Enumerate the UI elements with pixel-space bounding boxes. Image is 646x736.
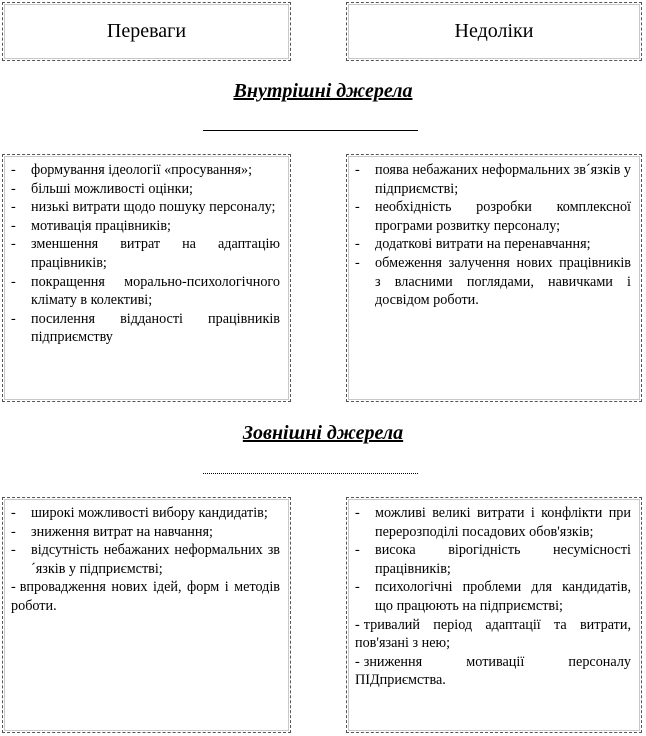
internal-disadvantages-list bbox=[355, 161, 631, 310]
internal-divider bbox=[203, 130, 418, 131]
external-sources-title: Зовнішні джерела bbox=[242, 422, 404, 444]
list-item: - зниження витрат на навчання; bbox=[11, 523, 213, 540]
list-item: - широкі можливості вибору кандидатів; bbox=[11, 505, 268, 521]
external-advantages-list bbox=[11, 504, 280, 616]
list-item: - поява небажаних неформальних зв´язків у підприємстві; bbox=[355, 162, 631, 197]
list-item: - більші можливості оцінки; bbox=[11, 180, 193, 197]
list-item: - можливі великі витрати і конфлікти при перерозподілі посадових обов'язків; bbox=[355, 505, 631, 540]
list-item: - покращення морально-психологічного клімату в колективі; bbox=[11, 273, 280, 309]
list-item: - психологічні проблеми для кандидатів, що працюють на підприємстві; bbox=[355, 579, 631, 614]
list-item: - зменшення витрат на адаптацію працівників; bbox=[11, 236, 280, 271]
internal-advantages-box bbox=[2, 154, 291, 402]
external-disadvantages-box bbox=[346, 497, 642, 733]
internal-advantages-list bbox=[11, 161, 280, 347]
list-item: - зниження мотивації персоналу ПІДприємства. bbox=[355, 653, 631, 689]
disadvantages-header-box bbox=[346, 2, 642, 61]
list-item: - висока вірогідність несумісності працівників; bbox=[355, 542, 631, 577]
list-item: - необхідність розробки комплексної програми розвитку персоналу; bbox=[355, 199, 631, 234]
external-disadvantages-list bbox=[355, 504, 631, 690]
list-item: - додаткові витрати на перенавчання; bbox=[355, 236, 591, 253]
list-item: - відсутність небажаних неформальних зв´язків у підприємстві; bbox=[11, 542, 280, 577]
internal-disadvantages-box bbox=[346, 154, 642, 402]
list-item: - впровадження нових ідей, форм і методів роботи. bbox=[11, 579, 280, 614]
external-divider bbox=[203, 473, 418, 474]
list-item: - формування ідеології «просування»; bbox=[11, 162, 253, 178]
advantages-header: Переваги bbox=[106, 20, 187, 42]
external-advantages-box bbox=[2, 497, 291, 733]
list-item: - мотивація працівників; bbox=[11, 217, 171, 234]
list-item: - обмеження залучення нових працівників з власними поглядами, навичками і досвідом роботи. bbox=[355, 254, 631, 309]
list-item: - тривалий період адаптації та витрати, пов'язані з нею; bbox=[355, 616, 631, 652]
internal-sources-title: Внутрішні джерела bbox=[233, 80, 413, 102]
list-item: - низькі витрати щодо пошуку персоналу; bbox=[11, 199, 276, 216]
disadvantages-header: Недоліки bbox=[454, 20, 534, 42]
list-item: - посилення відданості працівників підприємству bbox=[11, 310, 280, 346]
advantages-header-box bbox=[2, 2, 291, 61]
